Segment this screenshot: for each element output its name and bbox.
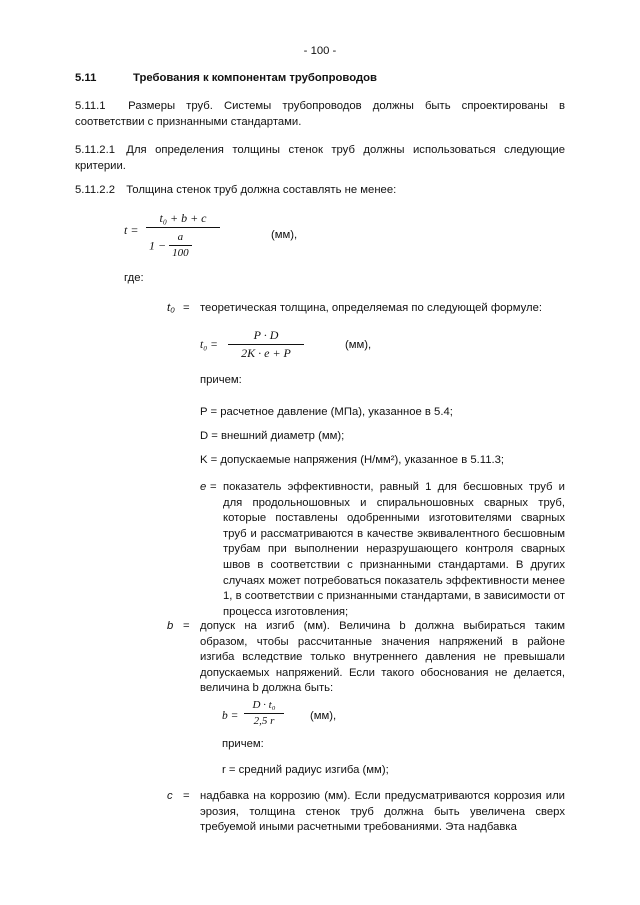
symbol-t0: t₀ xyxy=(167,302,175,314)
page-number: - 100 - xyxy=(303,45,337,57)
equals-e: = xyxy=(210,481,217,493)
formula-main-denominator xyxy=(146,227,220,261)
formula-inner-numerator: a xyxy=(177,230,184,243)
definition-K: K = допускаемые напряжения (Н/мм²), указанное в 5.11.3; xyxy=(200,454,505,466)
definition-c: надбавка на коррозию (мм). Если предусматриваются коррозия или эрозия, толщина стенок труб должна быть увеличена сверх требуемой иными расчетными требованиями. Эта надбавка xyxy=(200,790,565,834)
symbol-c: c xyxy=(167,790,173,802)
formula-main-numerator: t₀ + b + c xyxy=(159,211,207,225)
whereby-label-1: причем: xyxy=(200,374,242,386)
formula-b-lhs: b = xyxy=(222,710,239,722)
definition-r: r = средний радиус изгиба (мм); xyxy=(222,764,389,776)
formula-t0-denominator: 2K · e + P xyxy=(228,344,304,362)
formula-t0-lhs: t₀ = xyxy=(200,339,218,351)
formula-b-denominator: 2,5 r xyxy=(244,713,284,729)
section-number: 5.11 xyxy=(75,72,97,84)
paragraph-5-11-2-2: 5.11.2.2 Толщина стенок труб должна составлять не менее: xyxy=(75,184,397,196)
definition-e: показатель эффективности, равный 1 для бесшовных труб и для продольношовных и спиральношовных сварных труб, которые поставлены одобренными изготовителями сварных труб и рассматриваются в качестве эквивалентного бесшовным трубам при выполнении неразрушающего контроля сварных швов в соответствии с признанными стандартами. В других случаях может потребоваться показатель эффективности менее 1, в соответствии с признанными стандартами, в зависимости от процесса изготовления; xyxy=(223,481,565,618)
formula-inner-fraction xyxy=(169,230,192,261)
formula-main-fraction xyxy=(146,210,220,261)
definition-b: допуск на изгиб (мм). Величина b должна выбираться таким образом, чтобы рассчитанные значения напряжений в районе изгиба вследствие только внутреннего давления не превышали допускаемых напряжений. Если такого обоснования не делается, величина b должна быть: xyxy=(200,620,565,695)
paragraph-5-11-1: 5.11.1 Размеры труб. Системы трубопроводов должны быть спроектированы в соответствии с признанными стандартами. xyxy=(75,100,565,128)
formula-t0-numerator: P · D xyxy=(253,328,279,342)
paragraph-5-11-2-1: 5.11.2.1 Для определения толщины стенок труб должны использоваться следующие критерии. xyxy=(75,144,565,172)
symbol-e: e xyxy=(200,481,207,493)
formula-inner-denominator: 100 xyxy=(169,245,192,261)
section-title: Требования к компонентам трубопроводов xyxy=(133,72,377,84)
definition-t0: теоретическая толщина, определяемая по следующей формуле: xyxy=(200,302,543,314)
equals-c: = xyxy=(183,790,190,802)
formula-b-numerator: D · t₀ xyxy=(252,699,276,711)
symbol-b: b xyxy=(167,620,174,632)
definition-D: D = внешний диаметр (мм); xyxy=(200,430,345,442)
formula-main-unit: (мм), xyxy=(271,229,298,241)
formula-t0-fraction xyxy=(228,327,304,361)
where-label: где: xyxy=(124,272,144,284)
definition-P: P = расчетное давление (МПа), указанное в 5.4; xyxy=(200,406,453,418)
formula-lhs: t = xyxy=(124,223,139,237)
whereby-label-2: причем: xyxy=(222,738,264,750)
formula-main-den-left: 1 − xyxy=(149,237,167,252)
equals-b: = xyxy=(183,620,190,632)
formula-b-fraction xyxy=(244,698,284,729)
equals-t0: = xyxy=(183,302,190,314)
formula-b-unit: (мм), xyxy=(310,710,337,722)
formula-t0-unit: (мм), xyxy=(345,339,372,351)
